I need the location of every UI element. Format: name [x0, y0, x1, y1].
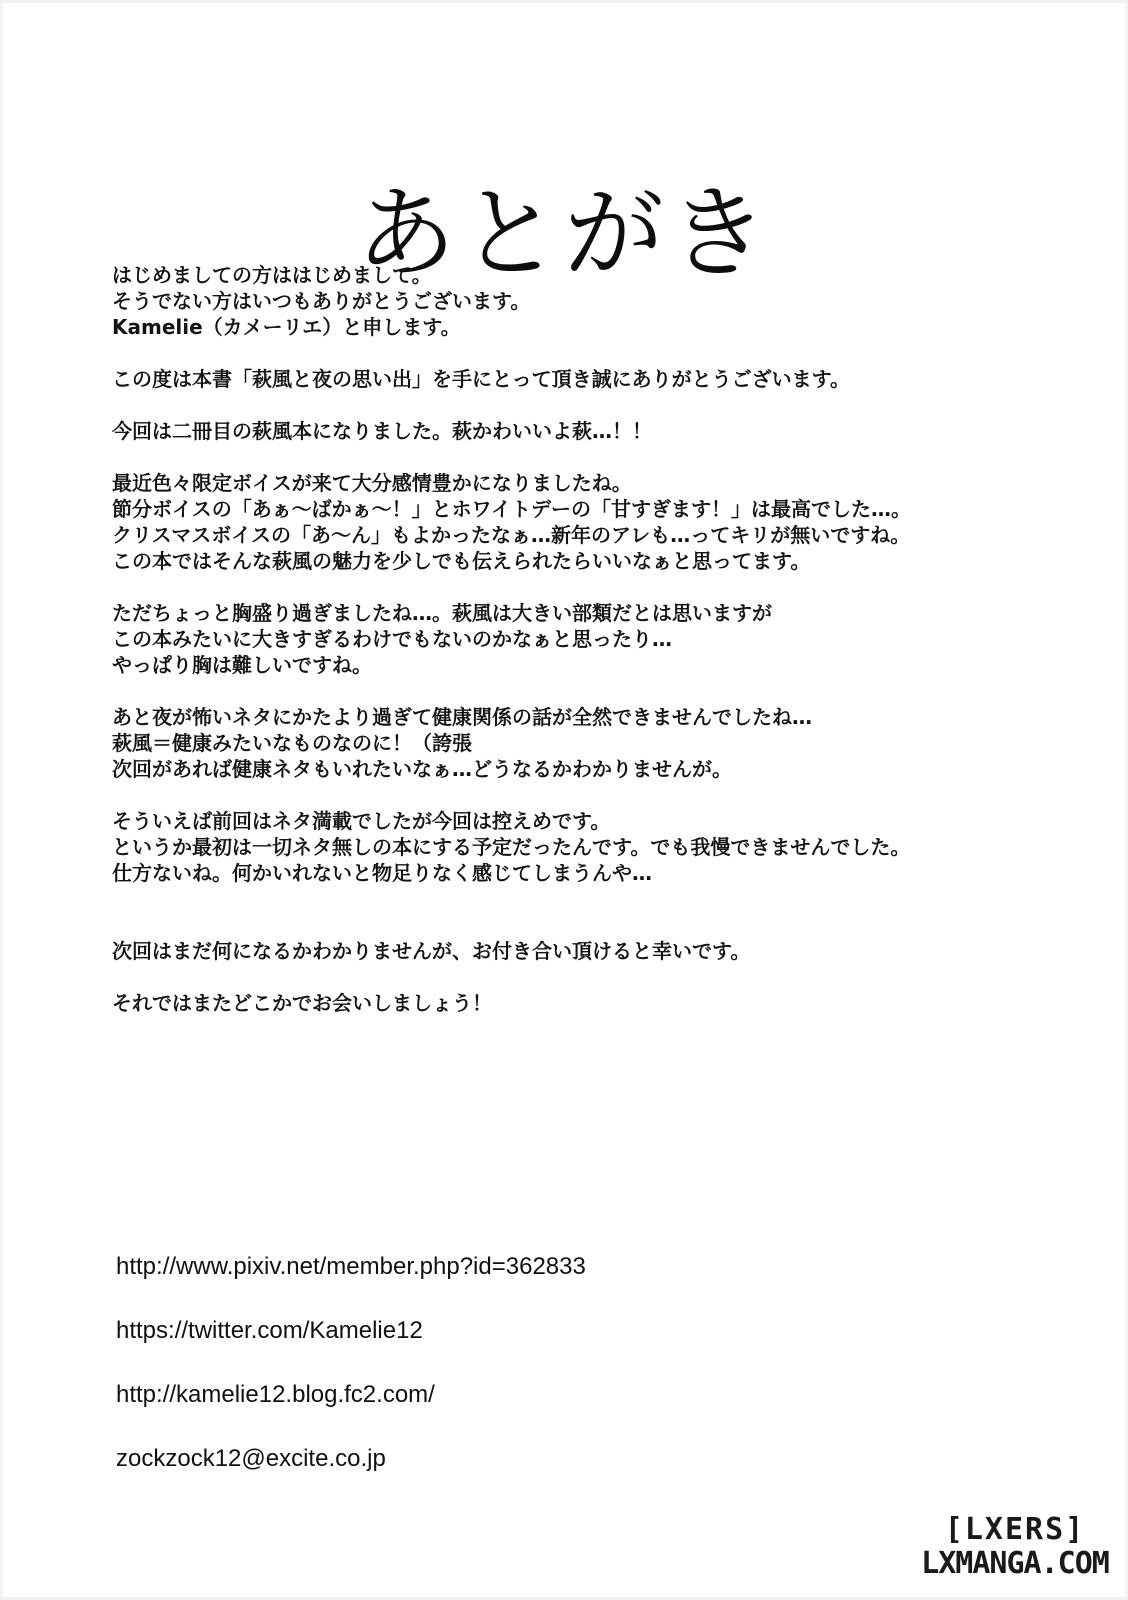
text-line: 最近色々限定ボイスが来て大分感情豊かになりましたね。 — [112, 471, 632, 495]
text-line: 仕方ないね。何かいれないと物足りなく感じてしまうんや… — [112, 861, 652, 885]
text-line: この本みたいに大きすぎるわけでもないのかなぁと思ったり… — [112, 627, 672, 651]
text-line: Kamelie（カメーリエ）と申します。 — [112, 315, 461, 339]
email-address[interactable]: zockzock12@excite.co.jp — [116, 1445, 386, 1472]
text-line: それではまたどこかでお会いしましょう！ — [112, 991, 492, 1015]
watermark-line2: LXMANGA.COM — [921, 1546, 1109, 1581]
blog-link[interactable]: http://kamelie12.blog.fc2.com/ — [116, 1381, 435, 1408]
text-line: そういえば前回はネタ満載でしたが今回は控えめです。 — [112, 809, 611, 833]
text-line: ただちょっと胸盛り過ぎましたね…。萩風は大きい部類だとは思いますが — [112, 601, 772, 625]
afterword-body — [112, 262, 1072, 1042]
paragraph-next-time — [112, 938, 1072, 964]
paragraph-health — [112, 704, 1072, 782]
text-line: はじめましての方ははじめまして。 — [112, 263, 432, 287]
twitter-link[interactable]: https://twitter.com/Kamelie12 — [116, 1317, 423, 1344]
paragraph-second-book — [112, 418, 1072, 444]
text-line: やっぱり胸は難しいですね。 — [112, 653, 372, 677]
text-line: あと夜が怖いネタにかたより過ぎて健康関係の話が全然できませんでしたね… — [112, 705, 812, 729]
watermark-line1: [LXERS] — [944, 1512, 1086, 1547]
text-line: そうでない方はいつもありがとうございます。 — [112, 289, 531, 313]
text-line: 次回があれば健康ネタもいれたいなぁ…どうなるかわかりませんが。 — [112, 757, 732, 781]
paragraph-chest — [112, 600, 1072, 678]
page-title: あとがき — [356, 175, 772, 292]
text-line: この本ではそんな萩風の魅力を少しでも伝えられたらいいなぁと思ってます。 — [112, 549, 811, 573]
paragraph-jokes — [112, 808, 1072, 886]
text-line: 次回はまだ何になるかわかりませんが、お付き合い頂けると幸いです。 — [112, 939, 751, 963]
paragraph-thanks — [112, 366, 1072, 392]
text-line: というか最初は一切ネタ無しの本にする予定だったんです。でも我慢できませんでした。 — [112, 835, 911, 859]
text-line: この度は本書「萩風と夜の思い出」を手にとって頂き誠にありがとうございます。 — [112, 367, 850, 391]
paragraph-voices — [112, 470, 1072, 574]
text-line: 萩風＝健康みたいなものなのに！（誇張 — [112, 731, 472, 755]
site-watermark — [905, 1513, 1125, 1581]
text-line: クリスマスボイスの「あ～ん」もよかったなぁ…新年のアレも…ってキリが無いですね。 — [112, 523, 911, 547]
contact-links — [116, 1252, 816, 1508]
pixiv-link[interactable]: http://www.pixiv.net/member.php?id=362833 — [116, 1253, 586, 1280]
paragraph-greeting — [112, 262, 1072, 340]
text-line: 今回は二冊目の萩風本になりました。萩かわいいよ萩…！！ — [112, 419, 652, 443]
text-line: 節分ボイスの「あぁ～ばかぁ～！」とホワイトデーの「甘すぎます！」は最高でした…。 — [112, 497, 911, 521]
paragraph-farewell — [112, 990, 1072, 1016]
